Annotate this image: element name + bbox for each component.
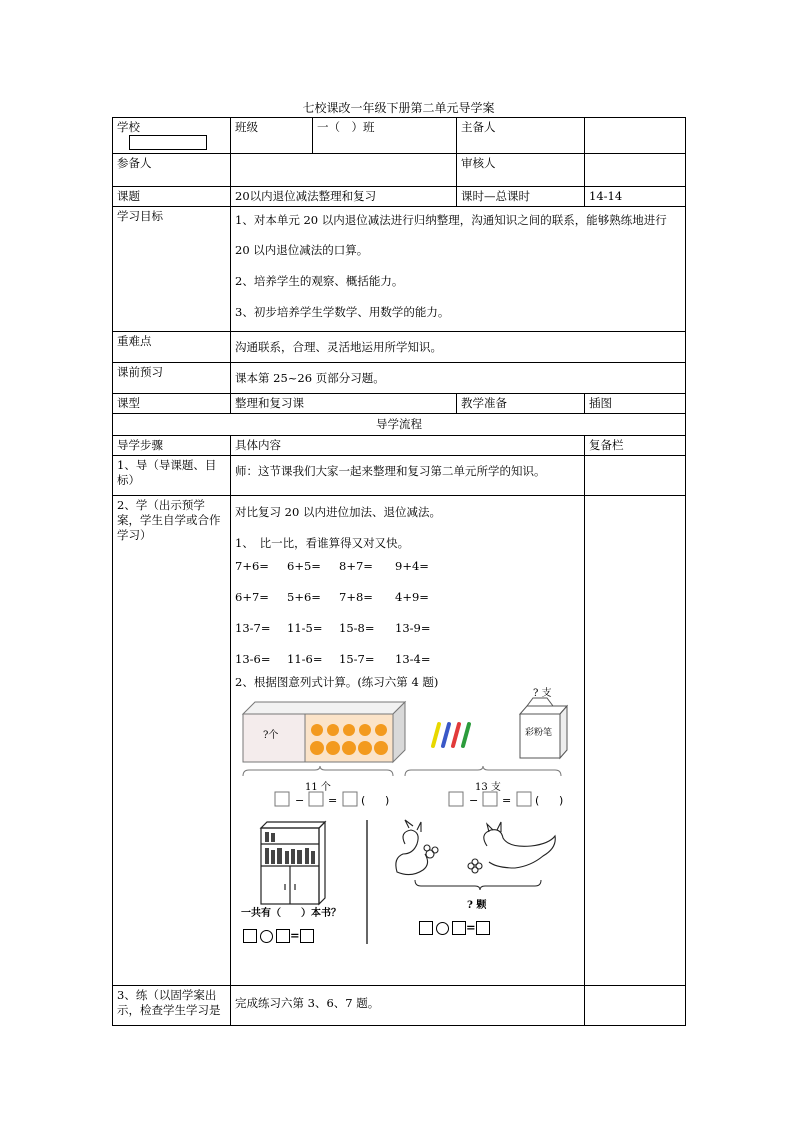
svg-text:=: = [328,794,338,807]
operator-circle[interactable] [436,922,449,935]
answer-box[interactable] [419,921,433,935]
key-points-label: 重难点 [113,332,231,363]
step-3-content: 完成练习六第 3、6、7 题。 [231,986,585,1026]
step-1-review [585,456,686,496]
key-points-value: 沟通联系，合理、灵活地运用所学知识。 [231,332,686,363]
answer-box[interactable] [452,921,466,935]
exercise-2-figure [235,688,580,952]
objective-1-line2: 20 以内退位减法的口算。 [235,243,369,257]
equation: 13-9= [395,621,431,635]
step-1-content: 师：这节课我们大家一起来整理和复习第二单元所学的知识。 [231,456,585,496]
equation: 15-7= [339,652,375,666]
objective-3: 3、初步培养学生学数学、用数学的能力。 [235,305,450,319]
lesson-plan-table [112,117,686,1026]
row-topic [113,187,686,207]
col-step: 导学步骤 [113,436,231,456]
equation: 11-5= [287,621,323,635]
pens-total-label: 13 支 [475,782,501,793]
answer-box[interactable] [476,921,490,935]
prep-label: 教学准备 [457,394,585,414]
box-total-label: 11 个 [305,782,331,793]
row-participants [113,154,686,187]
lead-preparer-label: 主备人 [457,118,585,154]
period-label: 课时—总课时 [457,187,585,207]
objective-2: 2、培养学生的观察、概括能力。 [235,274,404,288]
chalk-box-label: 彩粉笔 [525,728,553,738]
reviewer-value [585,154,686,187]
equation-row [235,582,580,613]
svg-text:(: ( [535,794,540,807]
step-3-review [585,986,686,1026]
books-question-label: 一共有（ ）本书？ [241,908,341,919]
class-value: 一（ ）班 [313,118,457,154]
answer-box[interactable] [276,929,290,943]
box-unknown-label: ?个 [263,730,279,741]
row-key-points [113,332,686,363]
step-1-label: 1、导（导课题、目标） [113,456,231,496]
equation-row [235,613,580,644]
participants-label: 参备人 [113,154,231,187]
step-2-label: 2、学（出示预学案，学生自学或合作学习） [113,496,231,986]
equation: 11-6= [287,652,323,666]
equation: 6+7= [235,590,269,604]
row-lesson-type [113,394,686,414]
reviewer-label: 审核人 [457,154,585,187]
equation: 7+6= [235,559,269,573]
step-2-intro: 对比复习 20 以内进位加法、退位减法。 [235,505,441,519]
row-step-3 [113,986,686,1026]
step-3-label: 3、练（以固学案出示，检查学生学习是 [113,986,231,1026]
exercise-1-equations [235,551,580,675]
page-title: 七校课改一年级下册第二单元导学案 [302,101,495,115]
objectives-label: 学习目标 [113,207,231,332]
seeds-answer-boxes: = [419,920,490,935]
school-cell [113,118,231,154]
topic-label: 课题 [113,187,231,207]
books-answer-boxes: = [243,928,314,943]
preview-label: 课前预习 [113,363,231,394]
operator-circle[interactable] [260,930,273,943]
topic-value: 20以内退位减法整理和复习 [231,187,457,207]
svg-text:(: ( [361,794,366,807]
equation: 13-6= [235,652,271,666]
lesson-type-label: 课型 [113,394,231,414]
col-review: 复备栏 [585,436,686,456]
class-label: 班级 [231,118,313,154]
row-step-2 [113,496,686,986]
equation: 5+6= [287,590,321,604]
prep-value: 插图 [585,394,686,414]
equation-row [235,644,580,675]
col-content: 具体内容 [231,436,585,456]
exercise-1-title: 1、 比一比，看谁算得又对又快。 [235,536,410,550]
lead-preparer-value [585,118,686,154]
equation: 13-4= [395,652,431,666]
svg-text:): ) [559,794,564,807]
equation-row [235,551,580,582]
svg-text:=: = [502,794,512,807]
answer-box[interactable] [300,929,314,943]
row-step-1 [113,456,686,496]
flow-title: 导学流程 [113,414,686,436]
preview-value: 课本第 25~26 页部分习题。 [231,363,686,394]
objectives-content [231,207,686,332]
equation: 15-8= [339,621,375,635]
seeds-question-label: ? 颗 [467,900,487,911]
step-2-review [585,496,686,986]
row-flow-title [113,414,686,436]
step-2-content [231,496,585,986]
equation: 6+5= [287,559,321,573]
equation: 8+7= [339,559,373,573]
row-preview [113,363,686,394]
objective-1-line1: 1、对本单元 20 以内退位减法进行归纳整理，沟通知识之间的联系，能够熟练地进行 [235,213,667,227]
pens-question-label: ? 支 [533,688,552,699]
equation: 13-7= [235,621,271,635]
lesson-type-value: 整理和复习课 [231,394,457,414]
school-input-box [129,135,207,150]
svg-text:−: − [295,794,305,807]
equation: 7+8= [339,590,373,604]
period-value: 14-14 [585,187,686,207]
participants-value [231,154,457,187]
answer-box[interactable] [243,929,257,943]
row-flow-header [113,436,686,456]
row-objectives [113,207,686,332]
equation: 9+4= [395,559,429,573]
row-school [113,118,686,154]
svg-text:): ) [385,794,390,807]
equation: 4+9= [395,590,429,604]
exercise-2-title: 2、根据图意列式计算。(练习六第 4 题) [235,675,439,689]
svg-text:−: − [469,794,479,807]
school-label: 学校 [117,120,140,134]
